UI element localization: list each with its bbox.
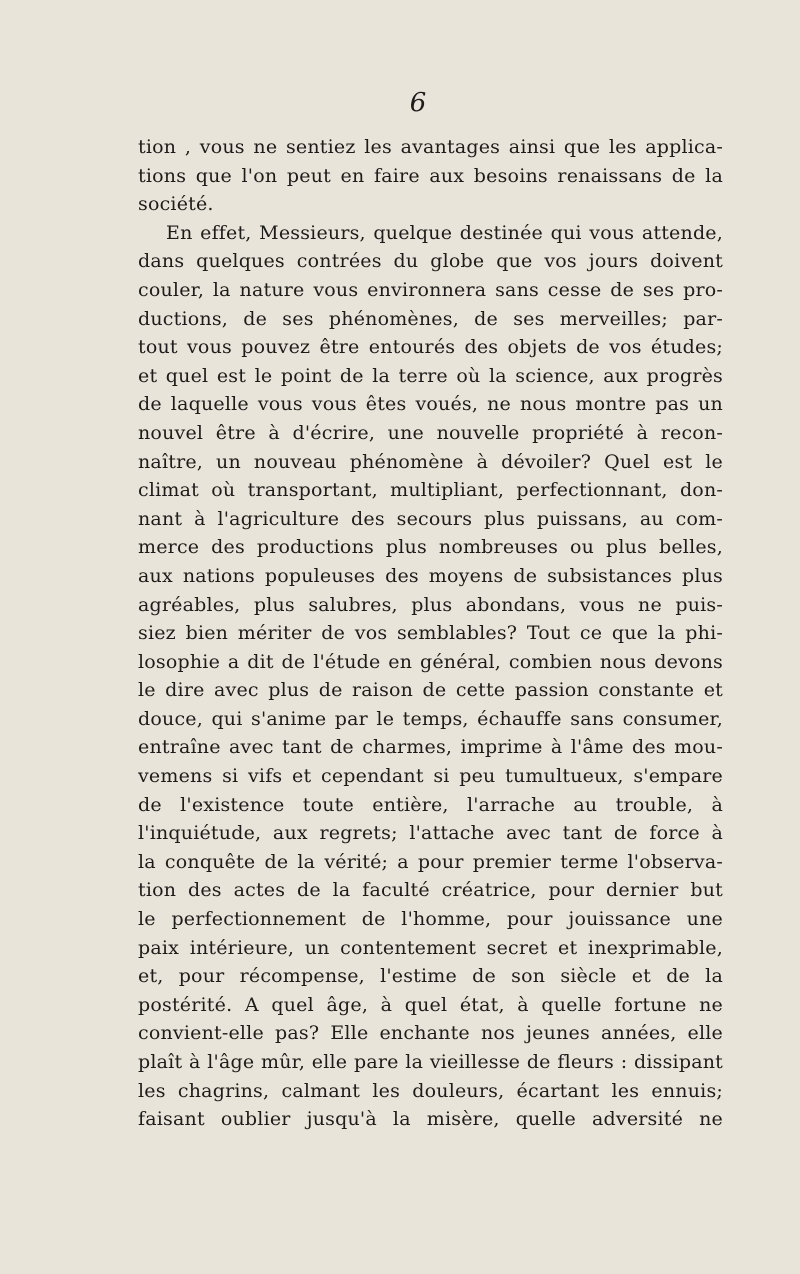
text-line: douce, qui s'anime par le temps, échauffe sans consumer,: [138, 707, 723, 730]
text-line: agréables, plus salubres, plus abondans, vous ne puis-: [138, 593, 723, 616]
text-line: dans quelques contrées du globe que vos jours doivent: [138, 250, 723, 273]
text-line: et quel est le point de la terre où la science, aux progrès: [138, 364, 723, 387]
text-line: losophie a dit de l'étude en général, combien nous devons: [138, 650, 723, 673]
text-line: société.: [138, 193, 214, 216]
text-line: vemens si vifs et cependant si peu tumultueux, s'empare: [138, 765, 723, 788]
body-text: [138, 133, 723, 1134]
text-line: nouvel être à d'écrire, une nouvelle propriété à recon-: [138, 421, 723, 444]
text-line: entraîne avec tant de charmes, imprime à l'âme des mou-: [138, 736, 723, 759]
text-line: nant à l'agriculture des secours plus puissans, au com-: [138, 507, 723, 530]
text-line: siez bien mériter de vos semblables? Tout ce que la phi-: [138, 622, 723, 645]
text-line: aux nations populeuses des moyens de subsistances plus: [138, 564, 723, 587]
text-line: tion des actes de la faculté créatrice, pour dernier but: [138, 879, 723, 902]
text-line: naître, un nouveau phénomène à dévoiler? Quel est le: [138, 450, 723, 473]
text-line: merce des productions plus nombreuses ou plus belles,: [138, 536, 723, 559]
text-line: le dire avec plus de raison de cette passion constante et: [138, 679, 723, 702]
text-line: postérité. A quel âge, à quel état, à quelle fortune ne: [138, 993, 723, 1016]
text-line: faisant oublier jusqu'à la misère, quelle adversité ne: [138, 1108, 723, 1131]
text-line: En effet, Messieurs, quelque destinée qui vous attende,: [166, 221, 723, 244]
text-line: tout vous pouvez être entourés des objets de vos études;: [138, 336, 723, 359]
text-line: couler, la nature vous environnera sans cesse de ses pro-: [138, 278, 723, 301]
text-line: de laquelle vous vous êtes voués, ne nous montre pas un: [138, 393, 723, 416]
text-line: les chagrins, calmant les douleurs, écartant les ennuis;: [138, 1079, 723, 1102]
text-line: ductions, de ses phénomènes, de ses merveilles; par-: [138, 307, 723, 330]
text-line: tions que l'on peut en faire aux besoins renaissans de la: [138, 164, 723, 187]
text-line: la conquête de la vérité; a pour premier terme l'observa-: [138, 850, 723, 873]
text-line: convient-elle pas? Elle enchante nos jeunes années, elle: [138, 1022, 723, 1045]
text-line: plaît à l'âge mûr, elle pare la vieillesse de fleurs : dissipant: [138, 1051, 723, 1073]
text-line: et, pour récompense, l'estime de son siècle et de la: [138, 965, 723, 988]
text-line: l'inquiétude, aux regrets; l'attache avec tant de force à: [138, 822, 723, 845]
text-line: tion , vous ne sentiez les avantages ainsi que les applica-: [138, 136, 723, 158]
text-line: le perfectionnement de l'homme, pour jouissance une: [138, 908, 723, 931]
text-line: paix intérieure, un contentement secret et inexprimable,: [138, 936, 723, 959]
page-number: 6: [409, 88, 427, 118]
text-line: de l'existence toute entière, l'arrache au trouble, à: [138, 793, 723, 816]
text-line: climat où transportant, multipliant, perfectionnant, don-: [138, 479, 723, 502]
